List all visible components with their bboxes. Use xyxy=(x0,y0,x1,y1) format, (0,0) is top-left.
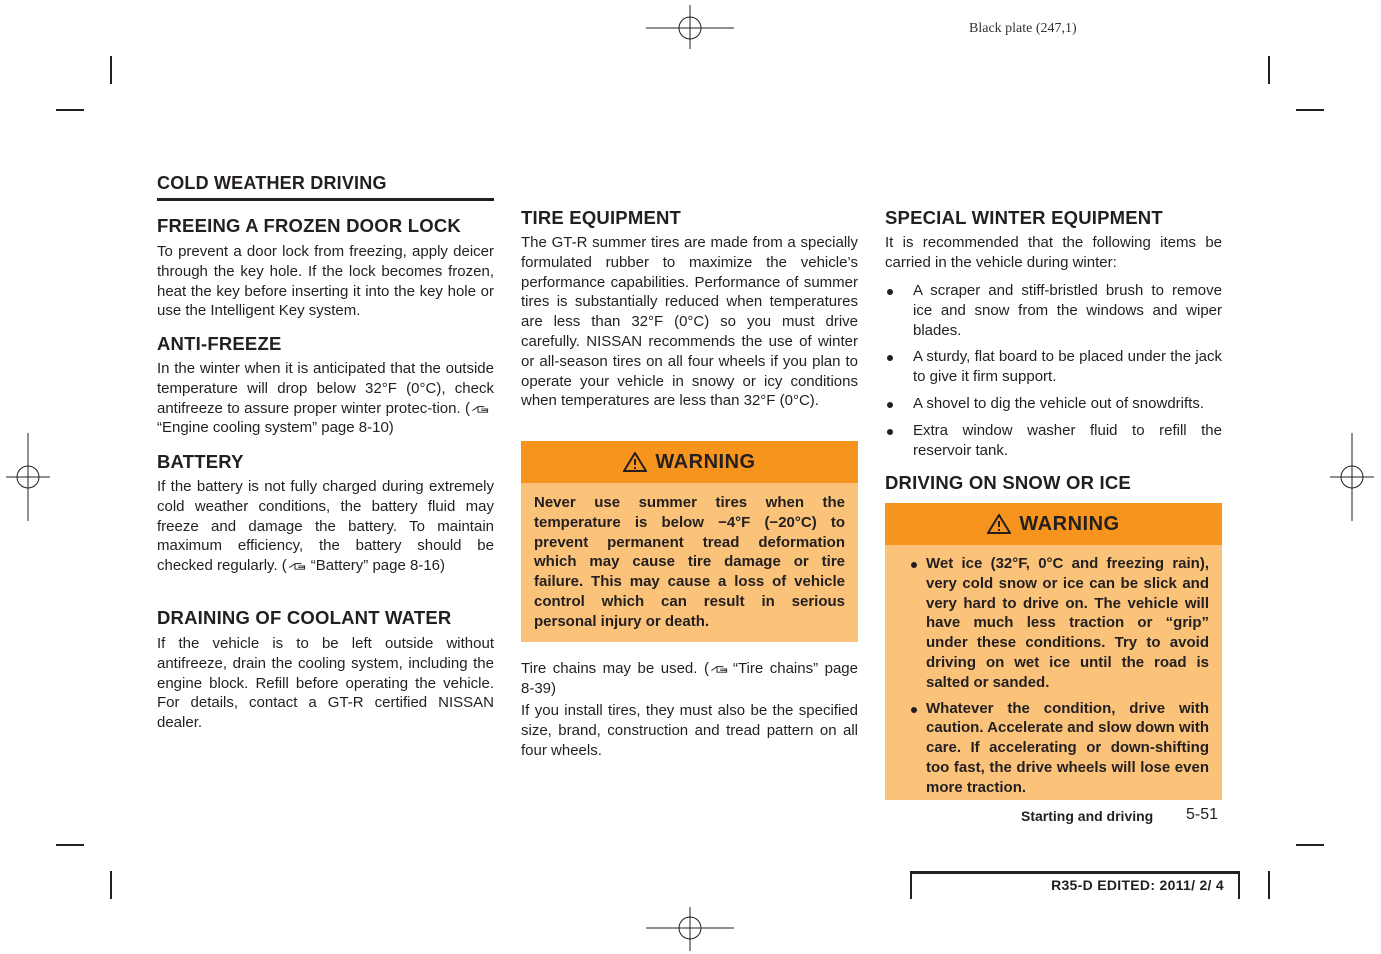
list-item: A scraper and stiff-bristled brush to remove ice and snow from the windows and wiper blades. xyxy=(885,281,1222,340)
list-item: Wet ice (32°F, 0°C and freezing rain), very cold snow or ice can be slick and very hard to drive on. The vehicle will have much less traction or “grip” under these conditions. Try to avoid driving on wet ice until the road is salted or sanded. xyxy=(898,554,1209,693)
anti-freeze-reference[interactable]: “Engine cooling system” page 8-10) xyxy=(157,419,394,437)
winter-equipment-list xyxy=(885,281,1222,467)
warning-box-tires xyxy=(521,441,858,642)
warning-title: WARNING xyxy=(1019,512,1120,535)
paragraph-tire-equipment: The GT-R summer tires are made from a specially formulated rubber to maximize the vehicle’s performance capabilities. Performance of summer tires is substantially reduced when temperatures are less than 32°F (0°C) so you must drive carefully. NISSAN recommends the use of winter or all-season tires on all four wheels if you plan to operate your vehicle in snowy or icy conditions when temperatures are less than 32°F (0°C). xyxy=(521,234,858,410)
paragraph-tire-chains xyxy=(521,659,858,699)
registration-mark-icon xyxy=(646,5,734,49)
warning-box-snow-ice xyxy=(885,503,1222,800)
heading-driving-snow-ice: DRIVING ON SNOW OR ICE xyxy=(885,472,1131,493)
tire-chains-reference[interactable]: “Tire chains” page 8-39) xyxy=(521,660,858,697)
heading-anti-freeze: ANTI-FREEZE xyxy=(157,333,282,354)
paragraph-battery xyxy=(157,477,494,576)
plate-label: Black plate (247,1) xyxy=(969,21,1077,36)
pointing-hand-icon xyxy=(287,559,311,573)
list-item: Extra window washer fluid to refill the reservoir tank. xyxy=(885,421,1222,461)
registration-mark-icon xyxy=(646,907,734,951)
warning-text: Never use summer tires when the temperature is below −4°F (−20°C) to prevent permanent tread deformation which may cause tire damage or tire failure. This may cause a loss of vehicle control which can result in serious personal injury or death. xyxy=(534,494,845,630)
section-rule xyxy=(157,198,494,201)
warning-header xyxy=(885,503,1222,545)
list-item: A shovel to dig the vehicle out of snowdrifts. xyxy=(885,394,1222,414)
warning-header xyxy=(521,441,858,483)
page-number: 5-51 xyxy=(1186,806,1219,823)
heading-special-winter-equipment: SPECIAL WINTER EQUIPMENT xyxy=(885,207,1163,228)
paragraph-freeing-door-lock: To prevent a door lock from freezing, apply deicer through the key hole. If the lock becomes frozen, heat the key before inserting it into the key hole or use the Intelligent Key system. xyxy=(157,243,494,320)
warning-triangle-icon xyxy=(987,514,1011,534)
heading-draining-coolant: DRAINING OF COOLANT WATER xyxy=(157,607,452,628)
registration-mark-icon xyxy=(1330,433,1374,521)
paragraph-anti-freeze xyxy=(157,359,494,438)
warning-title: WARNING xyxy=(655,450,756,473)
paragraph-draining-coolant: If the vehicle is to be left outside without antifreeze, drain the cooling system, including the engine block. Refill before operating the vehicle. For details, contact a GT-R certified NISSAN dealer. xyxy=(157,635,494,732)
edited-stamp-box xyxy=(910,871,1240,899)
heading-battery: BATTERY xyxy=(157,451,244,472)
list-item: Whatever the condition, drive with caution. Accelerate and slow down with care. If accelerating or down-shifting too fast, the drive wheels will lose even more traction. xyxy=(898,699,1209,798)
battery-text: If the battery is not fully charged during extremely cold weather conditions, the battery fluid may freeze and damage the battery. To maintain maximum efficiency, the battery should be checked regularly. ( xyxy=(157,478,494,575)
pointing-hand-icon xyxy=(709,662,733,676)
heading-tire-equipment: TIRE EQUIPMENT xyxy=(521,207,682,228)
pointing-hand-icon xyxy=(470,402,494,416)
section-title: COLD WEATHER DRIVING xyxy=(157,173,387,193)
warning-triangle-icon xyxy=(623,452,647,472)
paragraph-install-tires: If you install tires, they must also be the specified size, brand, construction and tread pattern on all four wheels. xyxy=(521,702,858,759)
footer-section-label: Starting and driving xyxy=(1021,808,1154,824)
list-item: A sturdy, flat board to be placed under the jack to give it firm support. xyxy=(885,347,1222,387)
tire-chains-text: Tire chains may be used. ( xyxy=(521,660,709,677)
anti-freeze-text: In the winter when it is anticipated that the outside temperature will drop below 32°F (0°C), check antifreeze to assure proper winter protec-tion. ( xyxy=(157,360,494,417)
paragraph-special-intro: It is recommended that the following items be carried in the vehicle during winter: xyxy=(885,234,1222,271)
heading-freeing-door-lock: FREEING A FROZEN DOOR LOCK xyxy=(157,215,461,236)
battery-reference[interactable]: “Battery” page 8-16) xyxy=(310,557,446,575)
edited-stamp: R35-D EDITED: 2011/ 2/ 4 xyxy=(1051,877,1224,893)
registration-mark-icon xyxy=(6,433,50,521)
warning-list xyxy=(885,545,1222,798)
